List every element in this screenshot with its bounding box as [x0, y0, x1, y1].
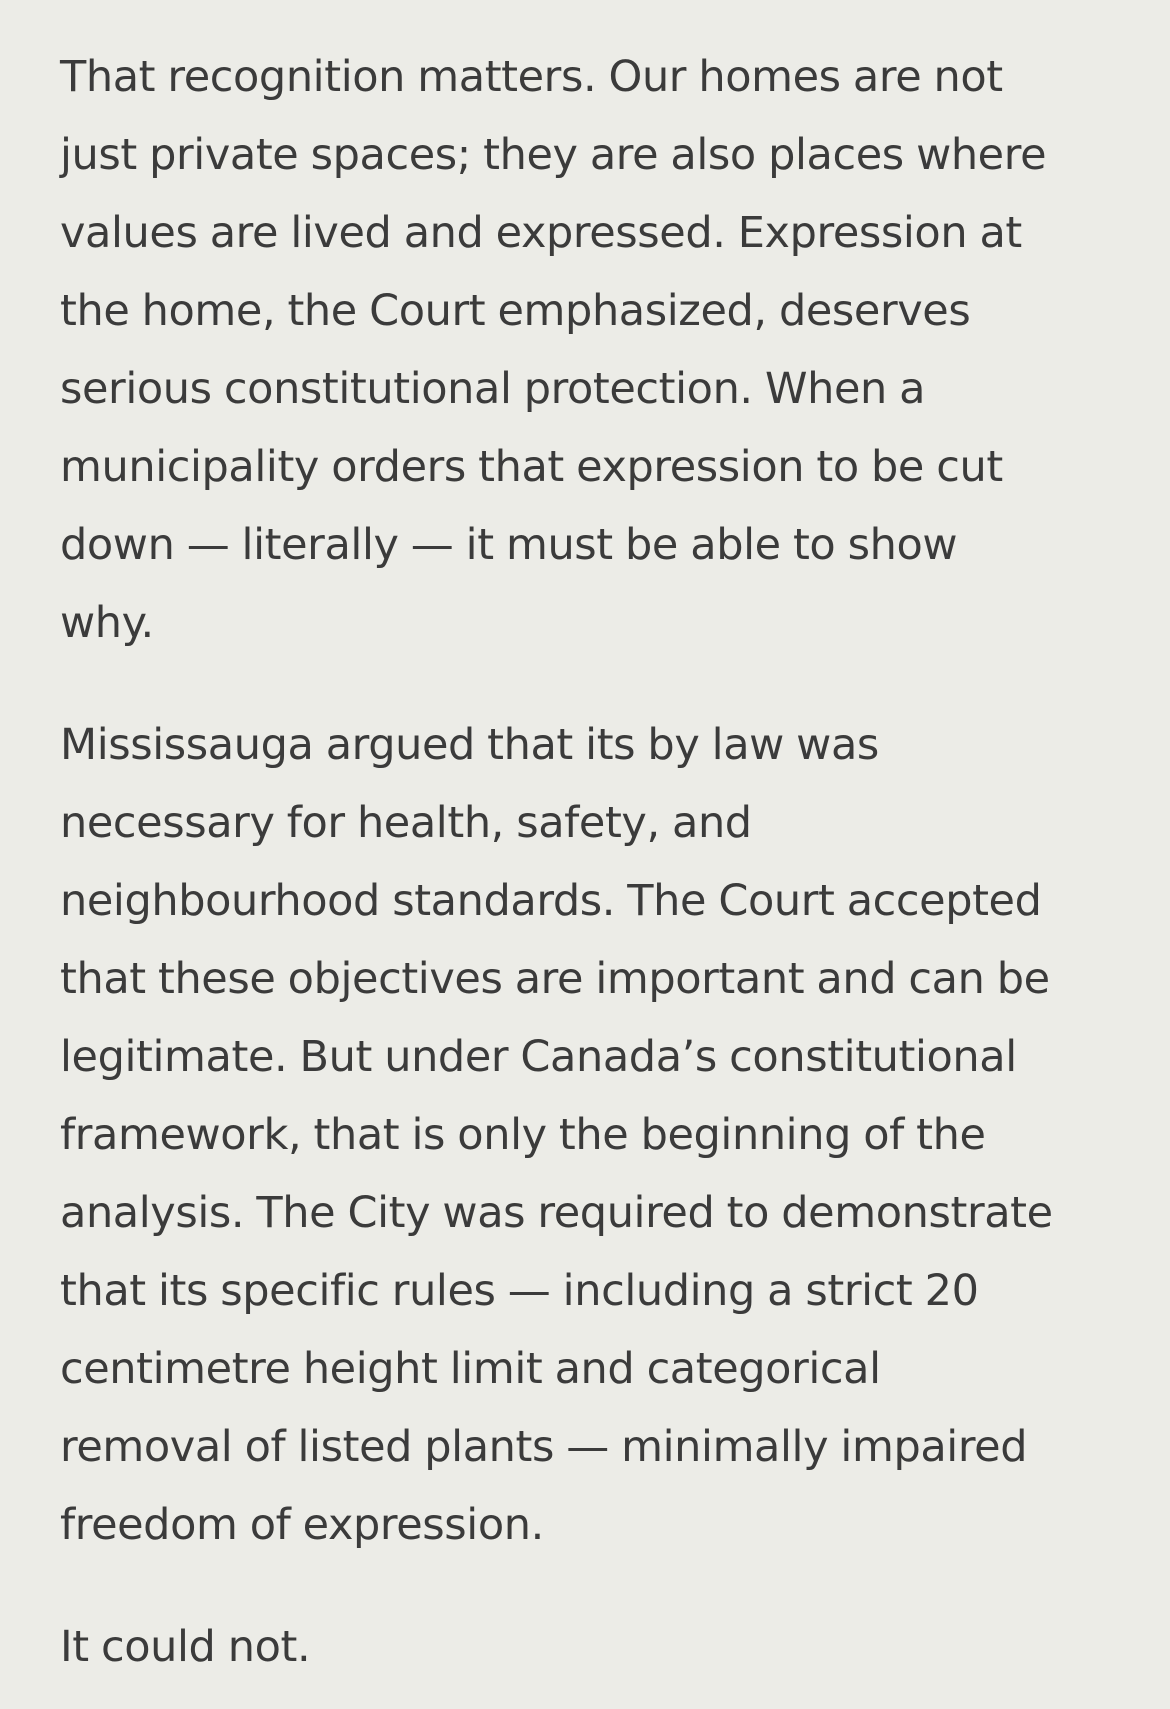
- text-line: values are lived and expressed. Expression at: [60, 208, 1022, 258]
- text-line: just private spaces; they are also places where: [60, 130, 1047, 180]
- text-line: analysis. The City was required to demonstrate: [60, 1188, 1053, 1238]
- text-line: neighbourhood standards. The Court accepted: [60, 876, 1042, 926]
- text-line: framework, that is only the beginning of the: [60, 1110, 986, 1160]
- text-line: the home, the Court emphasized, deserves: [60, 286, 971, 336]
- paragraph-mississauga: [60, 706, 1110, 1564]
- text-line: That recognition matters. Our homes are not: [60, 52, 1003, 102]
- text-line: removal of listed plants — minimally impaired: [60, 1422, 1028, 1472]
- paragraph-recognition: [60, 38, 1110, 662]
- text-line: centimetre height limit and categorical: [60, 1344, 881, 1394]
- text-line: municipality orders that expression to be cut: [60, 442, 1003, 492]
- text-line: freedom of expression.: [60, 1500, 544, 1550]
- text-line: It could not.: [60, 1622, 311, 1672]
- text-line: that these objectives are important and can be: [60, 954, 1050, 1004]
- text-line: that its specific rules — including a strict 20: [60, 1266, 979, 1316]
- text-line: necessary for health, safety, and: [60, 798, 752, 848]
- text-line: why.: [60, 598, 154, 648]
- text-line: down — literally — it must be able to show: [60, 520, 958, 570]
- text-line: serious constitutional protection. When a: [60, 364, 926, 414]
- paragraph-conclusion: [60, 1608, 1110, 1686]
- text-line: Mississauga argued that its by law was: [60, 720, 879, 770]
- text-line: legitimate. But under Canada’s constitutional: [60, 1032, 1017, 1082]
